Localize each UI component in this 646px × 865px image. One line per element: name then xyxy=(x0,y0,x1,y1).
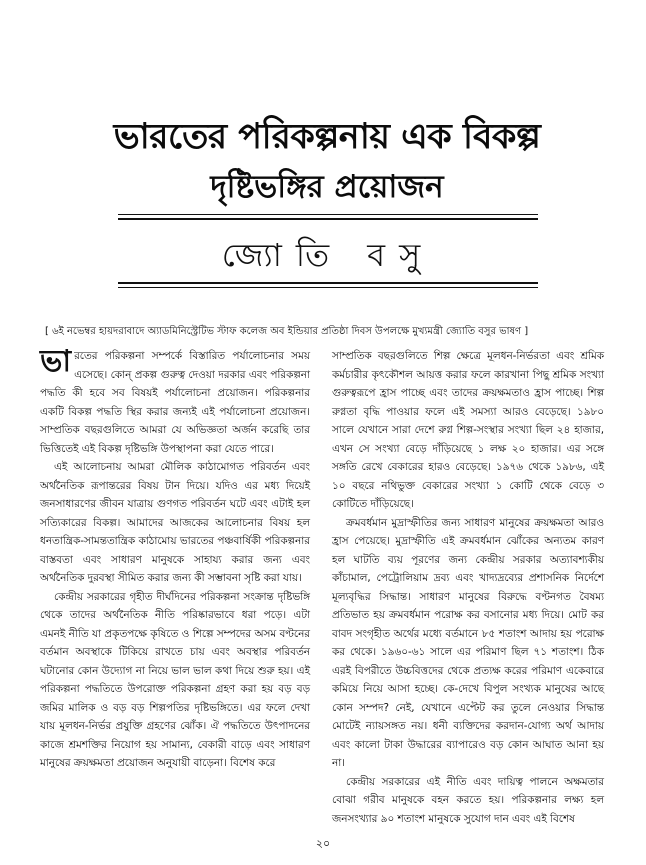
left-column xyxy=(40,344,310,819)
right-column xyxy=(332,347,604,825)
drop-cap: ভা xyxy=(40,344,72,379)
page-number: ২০ xyxy=(315,837,331,850)
paragraph: কেন্দ্রীয় সরকারের এই নীতি এবং দায়িত্ব পালনে অক্ষমতার বোঝা গরীব মানুষকে বহন করতে হয়। পরিকল্পনার লক্ষ্য হল জনসংখ্যার ৯০ শতাংশ মানুষকে সুযোগ দান এবং এই বিশেষ xyxy=(332,775,604,825)
paragraph: ক্রমবর্ধমান মুদ্রাস্ফীতির জন্য সাধারণ মানুষের ক্রয়ক্ষমতা আরও হ্রাস পেয়েছে। মুদ্রাস্ফীতি এই ক্রমবর্ধমান ঝোঁকের অন্যতম কারণ হল ঘাটতি ব্যয় পূরণের জন্য কেন্দ্রীয় সরকার অত্যাবশ্যকীয় কাঁচামাল, পেট্রোলিয়াম দ্রব্য এবং খাদ্যদ্রব্যের প্রশাসনিক নির্দেশে মূল্যবৃদ্ধির সিদ্ধান্ত। সাধারণ মানুষের বিরুদ্ধে বণ্টনগত বৈষম্য প্রতিভাত হয় ক্রমবর্ধমান পরোক্ষ কর বসানোর মধ্য দিয়ে। মোট কর বাবদ সংগৃহীত অর্থের মধ্যে বর্তমানে ৮৫ শতাংশ আদায় হয় পরোক্ষ কর থেকে। ১৯৬০-৬১ সালে এর পরিমাণ ছিল ৭১ শতাংশ। ঠিক এরই বিপরীতে উচ্চবিত্তদের থেকে প্রত্যক্ষ করের পরিমাণ একেবারে কমিয়ে নিয়ে আসা হচ্ছে। কে-দেখে বিপুল সংখ্যক মানুষের আছে কোন সম্পদ? নেই, যেখানে এপ্টেট কর তুলে নেওয়ার সিদ্ধান্ত মোটেই ন্যায়সঙ্গত নয়। ধনী ব্যক্তিদের করদান-যোগ্য অর্থ আদায় এবং কালো টাকা উদ্ধারের ব্যাপারেও বড় কোন আঘাত আনা হয় না। xyxy=(332,516,604,769)
editor-note: [ ৬ই নভেম্বর হায়দরাবাদে অ্যাডমিনিস্ট্রেটিভ স্টাফ কলেজ অব ইন্ডিয়ার প্রতিষ্ঠা দিবস উপলক্ষে মুখ্যমন্ত্রী জ্যোতি বসুর ভাষণ ] xyxy=(45,326,529,337)
paragraph xyxy=(40,344,310,458)
article-title-line-2: দৃষ্টিভঙ্গির প্রয়োজন xyxy=(210,169,444,205)
paragraph: সাম্প্রতিক বছরগুলিতে শিল্প ক্ষেত্রে মূলধন-নির্ভরতা এবং শ্রমিক কর্মচারীর কৃৎকৌশল আয়ত্ত করার ফলে কারখানা পিছু শ্রমিক সংখ্যা গুরুত্বরূপে হ্রাস পাচ্ছে এবং তাদের ক্রয়ক্ষমতাও হ্রাস পাচ্ছে। শিল্প রুগ্নতা বৃদ্ধি পাওয়ার ফলে এই সমস্যা আরও বেড়েছে। ১৯৮০ সালে যেখানে সারা দেশে রুগ্ন শিল্প-সংস্থার সংখ্যা ছিল ২৪ হাজার, এখন সে সংখ্যা বেড়ে দাঁড়িয়েছে ১ লক্ষ ২০ হাজার। এর সঙ্গে সঙ্গতি রেখে বেকারের হারও বেড়েছে। ১৯৭৬ থেকে ১৯৮৬, এই ১০ বছরে নথিভুক্ত বেকারের সংখ্যা ১ কোটি থেকে বেড়ে ৩ কোটিতে দাঁড়িয়েছে। xyxy=(332,350,604,510)
paragraph: কেন্দ্রীয় সরকারের গৃহীত দীর্ঘদিনের পরিকল্পনা সংক্রান্ত দৃষ্টিভঙ্গি থেকে তাদের অর্থনৈতিক নীতি পরিষ্কারভাবে ধরা পড়ে। এটা এমনই নীতি যা প্রকৃতপক্ষে কৃষিতে ও শিল্পে সম্পদের অসম বণ্টনের বর্তমান অবস্থাকে টিকিয়ে রাখতে চায় এবং অবস্থার পরিবর্তন ঘটানোর কোন উদ্যোগ না নিয়ে ভাল ভাল কথা দিয়ে শুরু হয়। এই পরিকল্পনা পদ্ধতিতে উপরোক্ত পরিকল্পনা গ্রহণ করা হয় বড় বড় জমির মালিক ও বড় বড় শিল্পপতির দৃষ্টিভঙ্গিতে। এর ফলে দেখা যায় মূলধন-নির্ভর প্রযুক্তি গ্রহণের ঝোঁক। ঐ পদ্ধতিতে উৎপাদনের কাজে শ্রমশক্তির নিয়োগ হয় সামান্য, বেকারী বাড়ে এবং সাধারণ মানুষের ক্রয়ক্ষমতা প্রয়োজন অনুযায়ী বাড়েনা। বিশেষ করে xyxy=(40,590,310,769)
paragraph-text: রতের পরিকল্পনা সম্পর্কে বিস্তারিত পর্যালোচনার সময় এসেছে। কোন্ প্রকল্প গুরুত্ব দেওয়া দরকার এবং পরিকল্পনা পদ্ধতি কী হবে সব বিষয়ই পর্যালোচনা প্রয়োজন। পরিকল্পনার একটি বিকল্প পদ্ধতি স্থির করার জন্যই এই পর্যালোচনা প্রয়োজন। সাম্প্রতিক বছরগুলিতে আমরা যে অভিজ্ঞতা অর্জন করেছি তার ভিত্তিতেই এই বিকল্প দৃষ্টিভঙ্গি উপস্থাপনা করা যেতে পারে। xyxy=(40,350,310,455)
author-banner xyxy=(118,218,538,284)
article-title-line-1: ভারতের পরিকল্পনায় এক বিকল্প xyxy=(113,117,541,157)
author-name: জ্যোতি বসু xyxy=(221,236,435,274)
paragraph: এই আলোচনায় আমরা মৌলিক কাঠামোগত পরিবর্তন এবং অর্থনৈতিক রূপান্তরের বিষয় টান দিয়ে। যদিও এর মধ্য দিয়েই জনসাধারণের জীবন যাত্রায় গুণগত পরিবর্তন ঘটে এবং এটাই হল সত্যিকারের বিকল্প। আমাদের আজকের আলোচনার বিষয় হল ধনতান্ত্রিক-সামন্ততান্ত্রিক কাঠামোয় ভারতের পঞ্চবার্ষিকী পরিকল্পনার বাস্তবতা এবং সাধারণ মানুষকে সাহায্য করার জন্য এবং অর্থনৈতিক দুরবস্থা সীমিত করার জন্য কী সম্ভাবনা সৃষ্টি করা যায়। xyxy=(40,461,310,584)
